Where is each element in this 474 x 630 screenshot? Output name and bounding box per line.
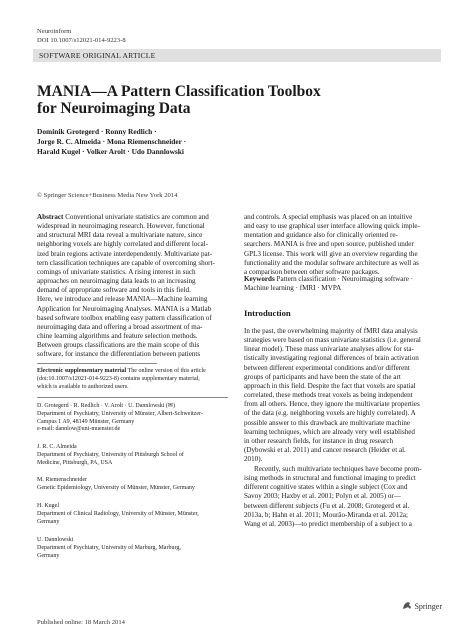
author-line: Jorge R. C. Almeida · Mona Riemenschneider · [37, 137, 187, 146]
abstract-line: a comparison between other software packages. [244, 267, 380, 276]
body-line: ising methods in structural and functional imaging to predict [244, 474, 416, 483]
affiliation [37, 477, 227, 493]
abstract-line: and easy to use graphical user interface allowing quick imple- [244, 222, 420, 231]
publisher-logo [402, 601, 442, 611]
abstract-label: Abstract [37, 213, 64, 221]
springer-horse-icon [402, 601, 412, 610]
affiliation [37, 444, 227, 467]
affiliation [37, 503, 227, 526]
affiliation-line: Genetic Epidemiology, University of Münster, Münster, Germany [37, 484, 195, 491]
body-line: linear model). These mass univariate analyses allow for sta- [244, 345, 414, 354]
body-line: different cognitive states within a single subject (Cox and [244, 483, 408, 492]
affiliation-line: Medicine, Pittsburgh, PA, USA [37, 459, 113, 466]
body-line: In the past, the overwhelming majority of fMRI data analysis [244, 327, 418, 335]
article-type: SOFTWARE ORIGINAL ARTICLE [39, 51, 156, 60]
abstract-line: Here, we introduce and release MANIA—Machine learning [37, 295, 208, 304]
abstract-line: functionality and the modular software architecture as well as [244, 258, 419, 267]
body-line: of the data (e.g. neighboring voxels are highly correlated). A [244, 409, 416, 418]
body-line: possible answer to this drawback are multivariate machine [244, 418, 411, 427]
affiliation-rule [37, 397, 228, 398]
keywords [244, 275, 438, 293]
abstract-continued [244, 213, 438, 277]
body-line: Wang et al. 2003)—to predict membership of a subject to a [244, 519, 412, 528]
publisher-name: Springer [414, 602, 442, 611]
body-line: 2013a, b; Hahn et al. 2011; Mourão-Miranda et al. 2012a; [244, 510, 409, 519]
keywords-label: Keywords [244, 275, 275, 283]
affiliation-line: M. Riemenschneider [37, 477, 87, 483]
affiliation-line: D. Grotegerd · R. Redlich · V. Arolt · U. Dannlowski (✉) [37, 403, 175, 409]
section-heading: Introduction [244, 308, 291, 318]
keywords-line: Pattern classification · Neuroimaging software · [276, 275, 414, 283]
body-line: 2010). [244, 455, 263, 464]
intro-paragraph-1 [244, 327, 438, 464]
body-line: in other research fields, for instance in drug research [244, 436, 394, 445]
supplementary-label: Electronic supplementary material [37, 368, 127, 374]
affiliation-line: Department of Psychiatry, University of Marburg, Marburg, [37, 544, 181, 551]
abstract-line: neighboring voxels are highly correlated and different local- [37, 240, 209, 249]
abstract-line: mentation and guidance also for clinically oriented re- [244, 231, 398, 240]
body-line: strategies were based on mass univariate statistics (i.e. general [244, 336, 421, 345]
abstract-line: ized brain regions activate interdependently. Multivariate pat- [37, 249, 213, 258]
author-line: Harald Kugel · Volker Arolt · Udo Dannlowski [37, 147, 184, 156]
doi: DOI 10.1007/s12021-014-9223-8 [37, 37, 126, 44]
affiliation-line: J. R. C. Almeida [37, 444, 77, 450]
abstract-line: searchers. MANIA is free and open source, published under [244, 240, 414, 249]
affiliation-line: e-mail: dannlow@uni-muenster.de [37, 426, 121, 433]
abstract-line: GPL3 license. This work will give an overview regarding the [244, 249, 418, 258]
body-line: (Dybowski et al. 2011) and cancer research (Heider et al. [244, 446, 406, 455]
intro-paragraph-2 [244, 465, 438, 529]
affiliation-line: Department of Clinical Radiology, University of Münster, Münster, [37, 510, 199, 517]
body-line: between different experimental conditions and/or different [244, 363, 410, 372]
journal-name: Neuroinform [37, 28, 72, 35]
abstract-line: Conventional univariate statistics are common and [65, 213, 209, 221]
affiliation [37, 403, 227, 434]
copyright: © Springer Science+Business Media New York 2014 [37, 192, 178, 199]
abstract-line: demand of appropriate software and tools in this field. [37, 286, 191, 295]
abstract-line: tern classification techniques are capable of overcoming short- [37, 258, 215, 267]
body-line: approach in this field. Despite the fact that voxels are spatial [244, 381, 416, 390]
article-type-band [33, 49, 441, 62]
supplementary-line: (doi:10.1007/s12021-014-9223-8) contains supplementary material, [37, 375, 200, 382]
abstract-line: Between groups classifications are the main scope of this [37, 341, 200, 350]
abstract-line: widespread in neuroimaging research. However, functional [37, 222, 205, 231]
body-line: between different subjects (Fu et al. 2008; Grotegerd et al. [244, 501, 410, 510]
affiliation-line: Department of Psychiatry, University of Pittsburgh School of [37, 451, 184, 458]
supplementary-line: which is available to authorized users. [37, 383, 129, 390]
body-line: Recently, such multivariate techniques have become prom- [254, 465, 422, 473]
footnote-rule [37, 363, 157, 364]
abstract-line: and controls. A special emphasis was placed on an intuitive [244, 213, 413, 221]
title-line: for Neuroimaging Data [37, 100, 191, 117]
affiliation-line: Campus 1 A9, 48149 Münster, Germany [37, 418, 135, 425]
body-line: from all others. Hence, they ignore the multivariate properties [244, 400, 420, 409]
title-line: MANIA—A Pattern Classification Toolbox [37, 83, 321, 100]
abstract-line: chine learning algorithms and feature selection methods. [37, 332, 198, 341]
abstract-line: software, for instance the differentiation between patients [37, 350, 201, 359]
abstract-line: approaches on neuroimaging data leads to an increasing [37, 277, 196, 286]
keywords-line: Machine learning · fMRI · MVPA [244, 284, 342, 293]
supplementary-line: The online version of this article [127, 368, 206, 374]
abstract-line: and structural MRI data reveal a multivariate nature, since [37, 231, 203, 240]
affiliation-line: U. Dannlowski [37, 537, 74, 543]
article-title [37, 83, 417, 117]
body-line: tistically investigating regional differences of brain activation [244, 354, 419, 363]
supplementary-note [37, 368, 232, 391]
body-line: correlated, these methods treat voxels as being independent [244, 391, 413, 400]
body-line: groups of participants and have been the state of the art [244, 372, 401, 381]
abstract-line: comings of univariate statistics. A rising interest in such [37, 267, 196, 276]
affiliation [37, 537, 227, 560]
affiliation-line: Department of Psychiatry, University of Münster, Albert-Schweitzer- [37, 410, 203, 417]
body-line: learning techniques, which are already very well established [244, 427, 415, 436]
author-line: Dominik Grotegerd · Ronny Redlich · [37, 127, 157, 136]
author-list [37, 127, 367, 157]
abstract [37, 213, 228, 360]
abstract-line: neuroimaging data and offering a broad assortment of ma- [37, 322, 203, 331]
abstract-line: Application for Neuroimaging Analyses. MANIA is a Matlab [37, 304, 212, 313]
affiliation-line: H. Kugel [37, 503, 59, 509]
published-date: Published online: 18 March 2014 [37, 619, 125, 626]
abstract-line: based software toolbox enabling easy pattern classification of [37, 313, 212, 322]
affiliation-line: Germany [37, 518, 60, 525]
affiliation-line: Germany [37, 552, 60, 559]
body-line: Savoy 2003; Haxby et al. 2001; Polyn et al. 2005) or— [244, 492, 401, 501]
